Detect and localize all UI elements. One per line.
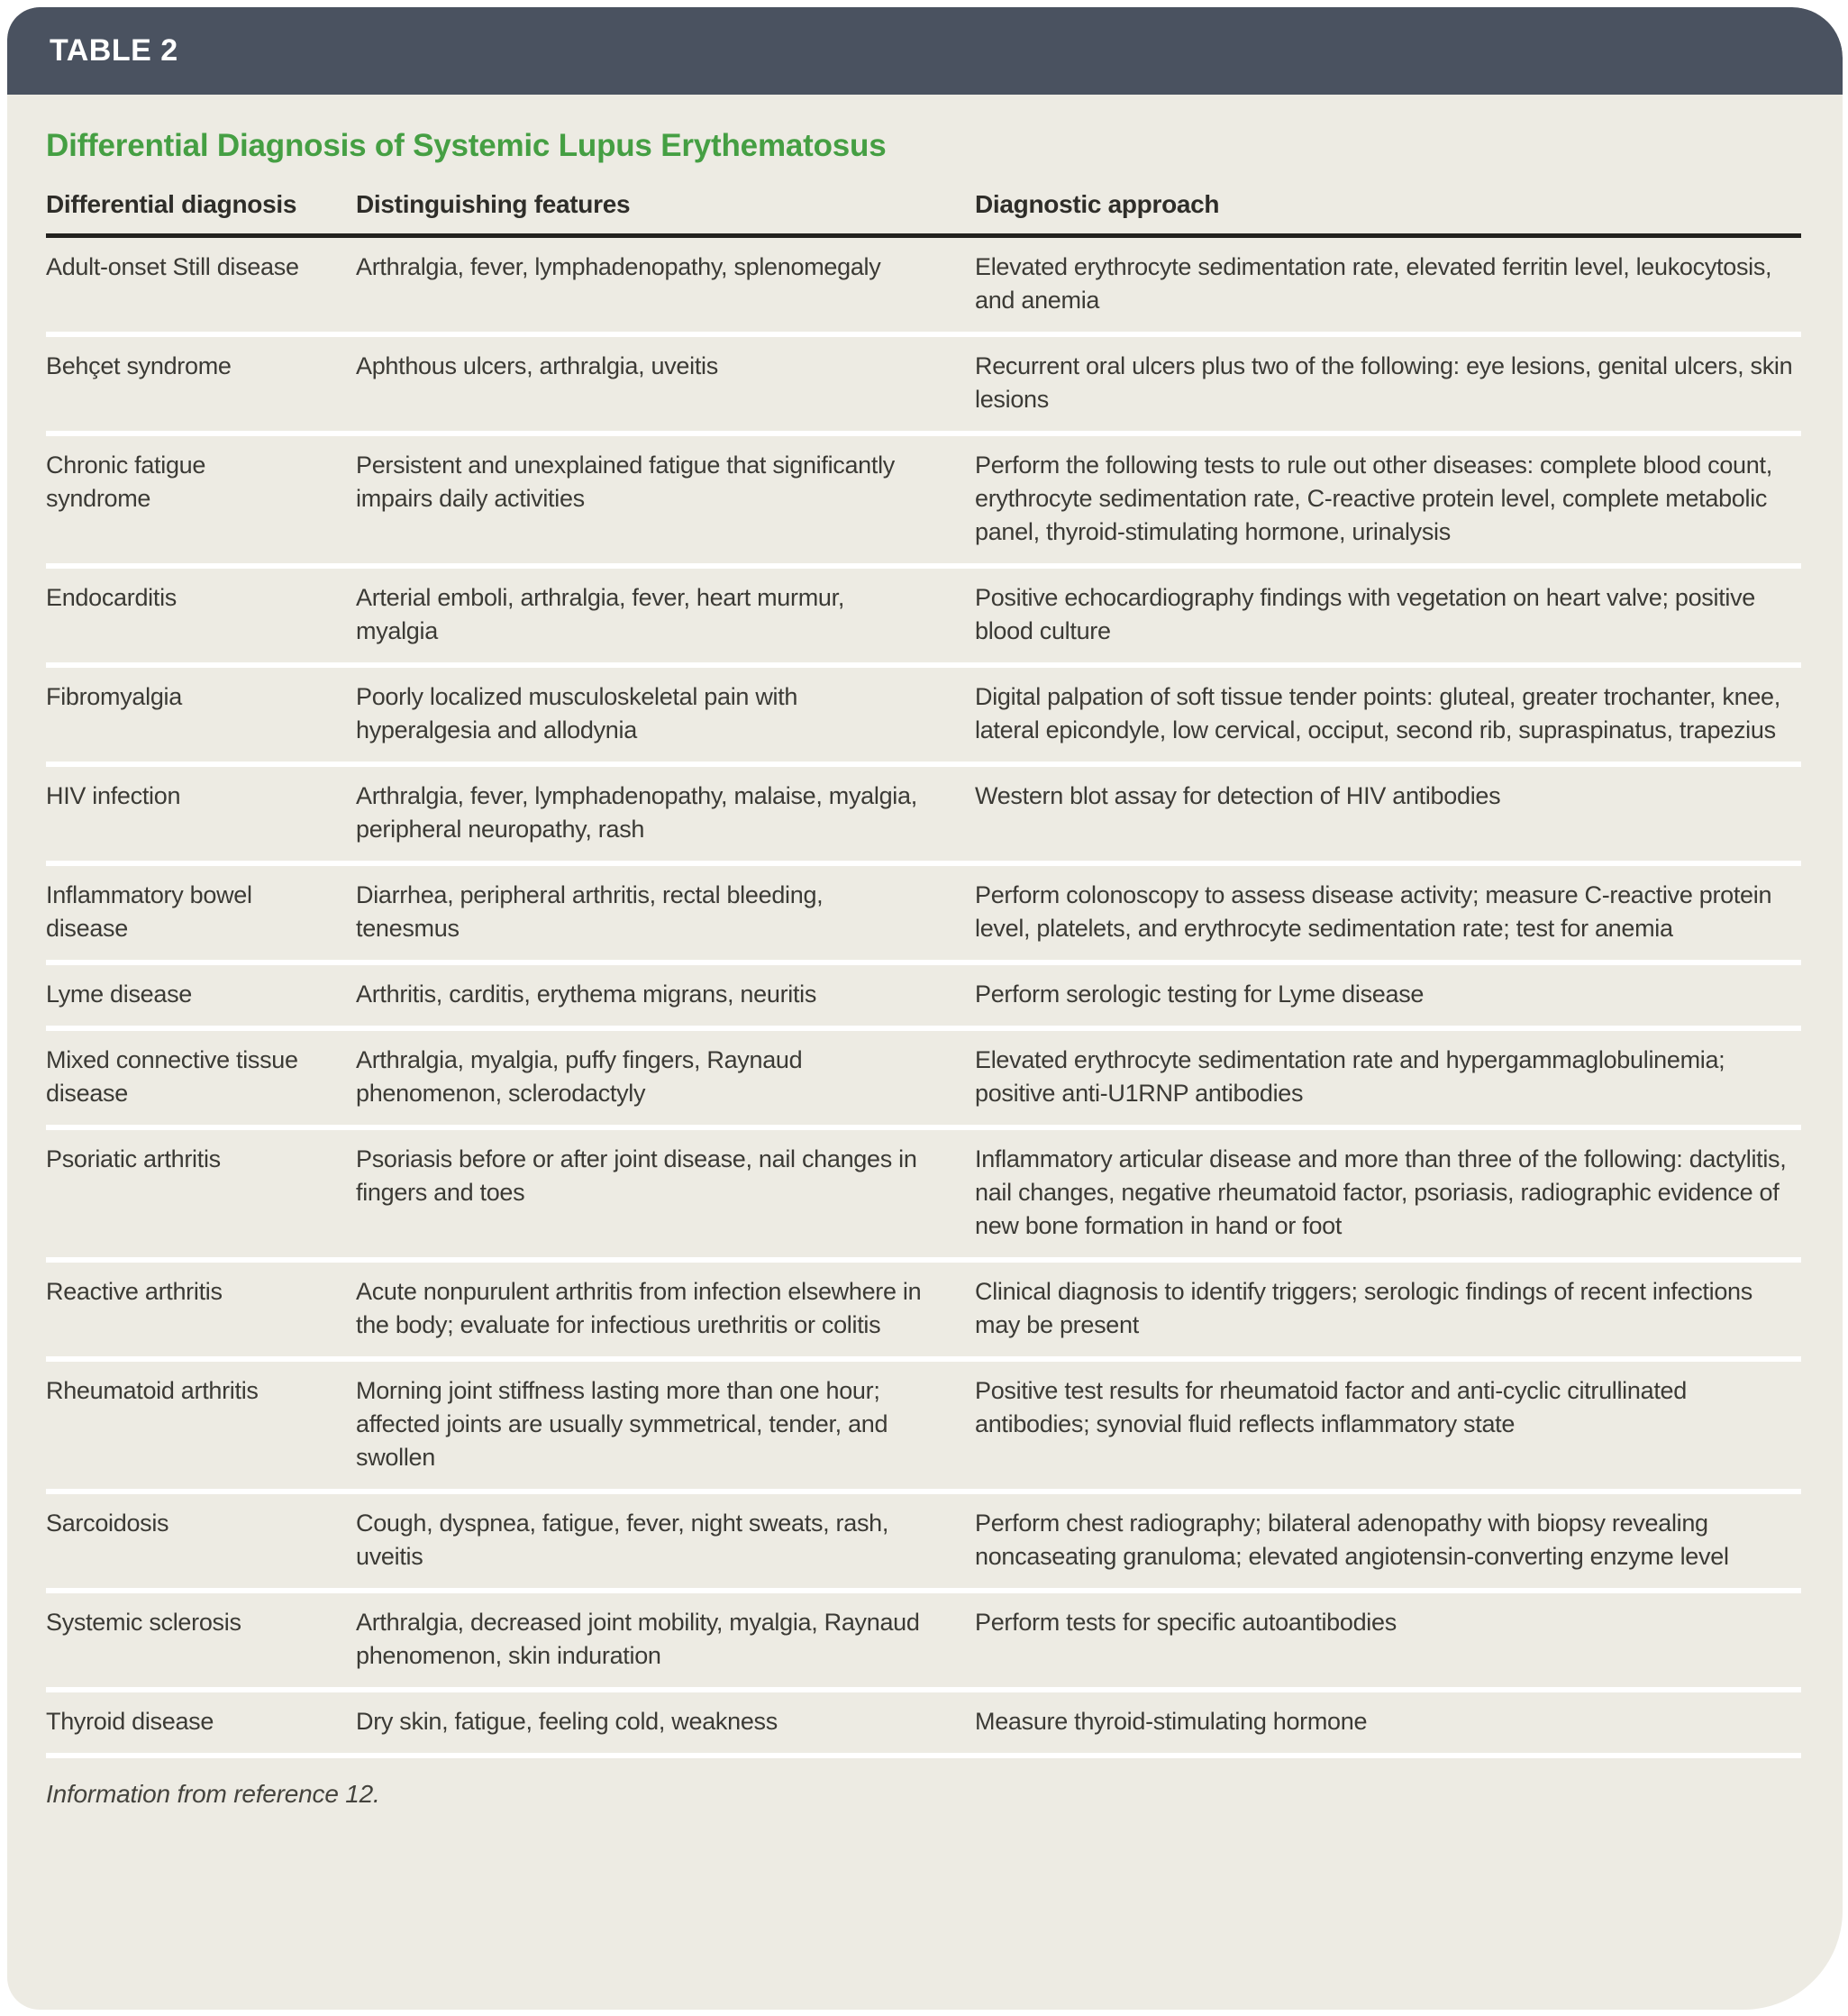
cell-features: Acute nonpurulent arthritis from infection elsewhere in the body; evaluate for infectious urethritis or colitis (356, 1278, 922, 1338)
cell-features: Poorly localized musculoskeletal pain with hyperalgesia and allodynia (356, 683, 798, 743)
cell-features: Arterial emboli, arthralgia, fever, heart murmur, myalgia (356, 584, 845, 644)
cell-diagnosis: Endocarditis (46, 584, 177, 611)
cell-diagnosis: Thyroid disease (46, 1708, 214, 1735)
cell-approach: Clinical diagnosis to identify triggers; serologic findings of recent infections may be present (975, 1278, 1752, 1338)
cell-diagnosis: Systemic sclerosis (46, 1609, 241, 1636)
table-row (46, 866, 1801, 965)
cell-approach: Western blot assay for detection of HIV antibodies (975, 782, 1501, 809)
cell-approach: Inflammatory articular disease and more than three of the following: dactylitis, nail changes, negative rheumatoid factor, psoriasis, radiographic evidence of new bone formation in hand or foot (975, 1145, 1787, 1239)
table-row (46, 238, 1801, 337)
table-row (46, 337, 1801, 436)
cell-diagnosis: Lyme disease (46, 981, 192, 1008)
cell-diagnosis: Sarcoidosis (46, 1510, 169, 1537)
cell-features: Psoriasis before or after joint disease, nail changes in fingers and toes (356, 1145, 917, 1206)
table-row (46, 569, 1801, 668)
table-row (46, 1494, 1801, 1593)
table-body (46, 238, 1801, 1758)
cell-features: Arthralgia, fever, lymphadenopathy, malaise, myalgia, peripheral neuropathy, rash (356, 782, 917, 843)
cell-approach: Perform serologic testing for Lyme disease (975, 981, 1425, 1008)
cell-features: Persistent and unexplained fatigue that significantly impairs daily activities (356, 452, 895, 512)
table-row (46, 965, 1801, 1031)
cell-approach: Perform colonoscopy to assess disease activity; measure C-reactive protein level, platelets, and erythrocyte sedimentation rate; test for anemia (975, 881, 1772, 942)
cell-diagnosis: HIV infection (46, 782, 181, 809)
table-row (46, 1031, 1801, 1130)
cell-approach: Perform tests for specific autoantibodies (975, 1609, 1397, 1636)
table-tag: TABLE 2 (50, 33, 178, 68)
table-row (46, 1593, 1801, 1692)
cell-approach: Elevated erythrocyte sedimentation rate, elevated ferritin level, leukocytosis, and anemia (975, 253, 1772, 314)
cell-approach: Digital palpation of soft tissue tender points: gluteal, greater trochanter, knee, lateral epicondyle, low cervical, occiput, second rib, supraspinatus, trapezius (975, 683, 1780, 743)
table-header-bar (7, 7, 1843, 95)
table-row (46, 1362, 1801, 1494)
cell-approach: Positive echocardiography findings with vegetation on heart valve; positive blood culture (975, 584, 1756, 644)
table-row (46, 1130, 1801, 1263)
cell-diagnosis: Psoriatic arthritis (46, 1145, 221, 1172)
cell-approach: Perform the following tests to rule out other diseases: complete blood count, erythrocyte sedimentation rate, C-reactive protein level, complete metabolic panel, thyroid-stimulating hormone, urinalysis (975, 452, 1772, 545)
cell-features: Arthralgia, fever, lymphadenopathy, splenomegaly (356, 253, 881, 280)
table-row (46, 1263, 1801, 1362)
cell-features: Arthralgia, myalgia, puffy fingers, Raynaud phenomenon, sclerodactyly (356, 1046, 803, 1107)
source-note: Information from reference 12. (46, 1780, 380, 1808)
column-header-distinguishing-features: Distinguishing features (356, 190, 631, 218)
table-row (46, 767, 1801, 866)
table-title: Differential Diagnosis of Systemic Lupus Erythematosus (46, 128, 887, 163)
cell-features: Aphthous ulcers, arthralgia, uveitis (356, 352, 718, 379)
table-row (46, 436, 1801, 569)
cell-approach: Positive test results for rheumatoid factor and anti-cyclic citrullinated antibodies; synovial fluid reflects inflammatory state (975, 1377, 1687, 1437)
cell-diagnosis: Reactive arthritis (46, 1278, 223, 1305)
cell-diagnosis: Rheumatoid arthritis (46, 1377, 259, 1404)
column-header-diagnostic-approach: Diagnostic approach (975, 190, 1220, 218)
cell-diagnosis: Adult-onset Still disease (46, 253, 299, 280)
column-header-differential-diagnosis: Differential diagnosis (46, 190, 297, 218)
cell-approach: Measure thyroid-stimulating hormone (975, 1708, 1368, 1735)
cell-approach: Recurrent oral ulcers plus two of the following: eye lesions, genital ulcers, skin lesions (975, 352, 1793, 413)
cell-diagnosis: Behçet syndrome (46, 352, 232, 379)
table-row (46, 1692, 1801, 1758)
table-card (7, 7, 1843, 2010)
cell-features: Morning joint stiffness lasting more than one hour; affected joints are usually symmetrical, tender, and swollen (356, 1377, 888, 1471)
cell-diagnosis: Inflammatory bowel disease (46, 881, 252, 942)
cell-features: Arthralgia, decreased joint mobility, myalgia, Raynaud phenomenon, skin induration (356, 1609, 920, 1669)
cell-approach: Elevated erythrocyte sedimentation rate and hypergammaglobulinemia; positive anti-U1RNP antibodies (975, 1046, 1725, 1107)
table-content (7, 95, 1843, 1811)
cell-diagnosis: Mixed connective tissue disease (46, 1046, 298, 1107)
cell-features: Cough, dyspnea, fatigue, fever, night sweats, rash, uveitis (356, 1510, 889, 1570)
table-row (46, 668, 1801, 767)
cell-features: Arthritis, carditis, erythema migrans, neuritis (356, 981, 817, 1008)
cell-diagnosis: Fibromyalgia (46, 683, 182, 710)
column-header-row (46, 165, 1801, 238)
cell-features: Dry skin, fatigue, feeling cold, weakness (356, 1708, 778, 1735)
cell-diagnosis: Chronic fatigue syndrome (46, 452, 206, 512)
cell-approach: Perform chest radiography; bilateral adenopathy with biopsy revealing noncaseating granuloma; elevated angiotensin-converting enzyme level (975, 1510, 1729, 1570)
cell-features: Diarrhea, peripheral arthritis, rectal bleeding, tenesmus (356, 881, 824, 942)
